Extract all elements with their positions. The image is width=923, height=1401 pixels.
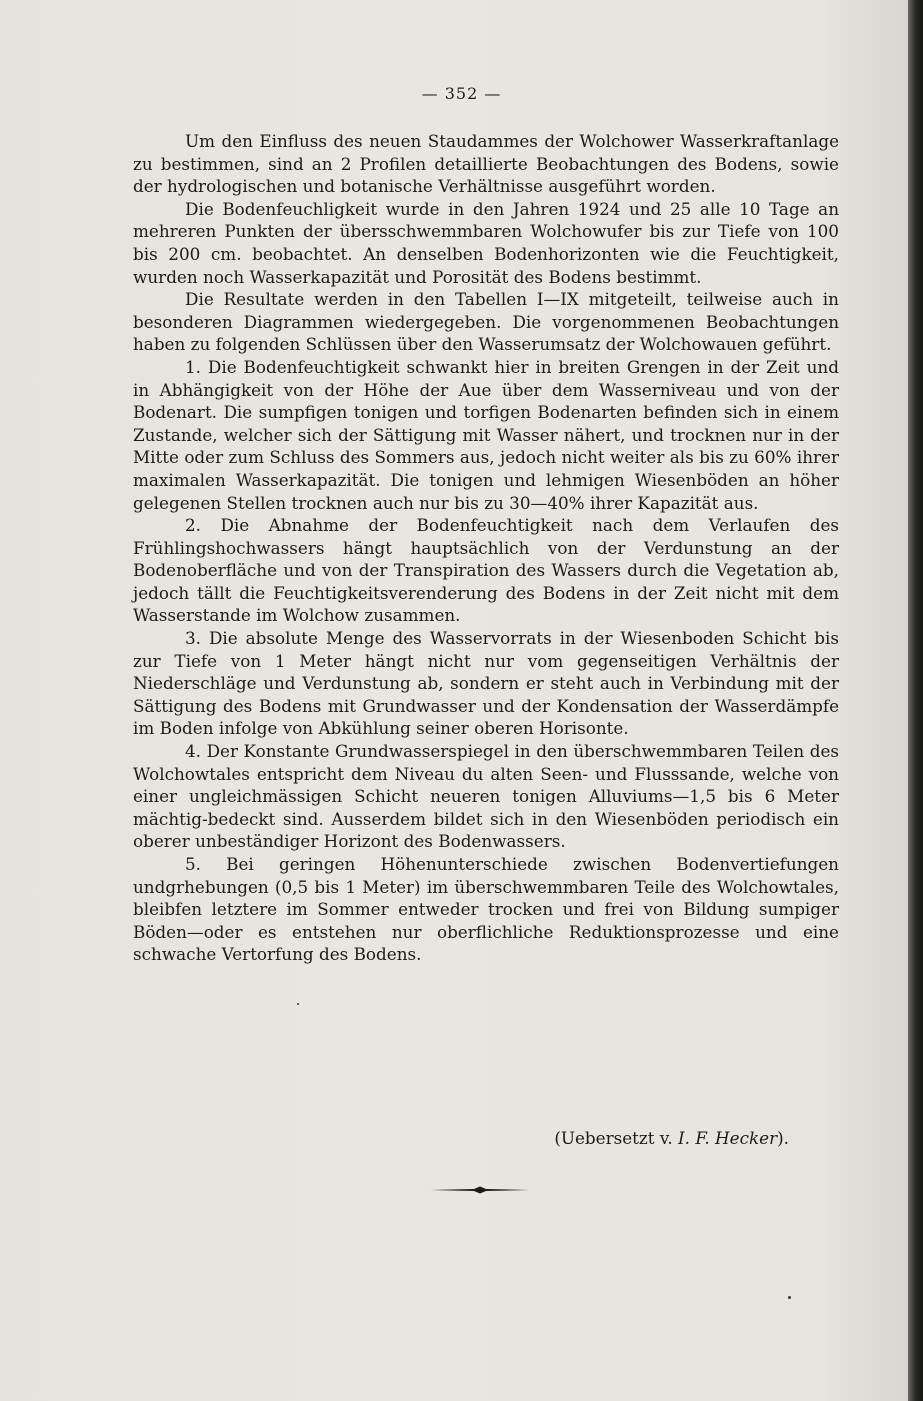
paragraph-moisture: Die Bodenfeuchligkeit wurde in den Jahren 1924 und 25 alle 10 Tage an mehreren Punkten der übersschwemmbaren Wolchowufer bis zur Tiefe von 100 bis 200 cm. beobachtet. An denselben Bodenhorizonten wie die Feuchtigkeit, wurden noch Wasserkapazität und Porosität des Bodens bestimmt.: [133, 198, 839, 287]
translator-suffix: ).: [777, 1128, 789, 1148]
conclusion-1: 1. Die Bodenfeuchtigkeit schwankt hier in breiten Grengen in der Zeit und in Abhängigkeit von der Höhe der Aue über dem Wasserniveau und von der Bodenart. Die sumpfigen tonigen und torfigen Bodenarten befinden sich in einem Zustande, welcher sich der Sättigung mit Wasser nähert, und trocknen nur in der Mitte oder zum Schluss des Sommers aus, jedoch nicht weiter als bis zu 60% ihrer maximalen Wasserkapazität. Die tonigen und lehmigen Wiesenböden an höher gelegenen Stellen trocknen auch nur bis zu 30—40% ihrer Kapazität aus.: [133, 356, 839, 513]
book-binding-edge: [908, 0, 923, 1401]
paragraph-intro: Um den Einfluss des neuen Staudammes der Wolchower Wasserkraftanlage zu bestimmen, sind an 2 Profilen detaillierte Beobachtungen des Bodens, sowie der hydrologischen und botanische Verhältnisse ausgeführt worden.: [133, 131, 839, 197]
conclusion-2: 2. Die Abnahme der Bodenfeuchtigkeit nach dem Verlaufen des Frühlingshochwassers hängt hauptsächlich von der Verdunstung an der Bodenoberfläche und von der Transpiration des Wassers durch die Vegetation ab, jedoch tällt die Feuchtigkeitsverenderung des Bodens in der Zeit nicht mit dem Wasserstande im Wolchow zusammen.: [133, 515, 839, 626]
paper-speck: [297, 1003, 299, 1005]
body-text: [133, 130, 839, 966]
paper-speck: [788, 1296, 791, 1299]
page-number: — 352 —: [421, 84, 502, 103]
paragraph-results: Die Resultate werden in den Tabellen I—IX mitgeteilt, teilweise auch in besonderen Diagrammen wiedergegeben. Die vorgenommenen Beobachtungen haben zu folgenden Schlüssen über den Wasserumsatz der Wolchowauen geführt.: [133, 289, 839, 355]
translator-prefix: (Uebersetzt v.: [554, 1128, 673, 1148]
conclusion-4: 4. Der Konstante Grundwasserspiegel in den überschwemmbaren Teilen des Wolchowtales entspricht dem Niveau du alten Seen- und Flusssande, welche von einer ungleichmässigen Schicht neueren tonigen Alluviums—1,5 bis 6 Meter mächtig-bedeckt sind. Ausserdem bildet sich in den Wiesenböden periodisch ein oberer unbeständiger Horizont des Bodenwassers.: [133, 741, 839, 852]
translator-credit: [133, 1128, 789, 1148]
conclusion-5: 5. Bei geringen Höhenunterschiede zwischen Bodenvertiefungen undgrhebungen (0,5 bis 1 Meter) im überschwemmbaren Teile des Wolchowtales, bleibfen letztere im Sommer entweder trocken und frei von Bildung sumpiger Böden—oder es entstehen nur oberflichliche Reduktionsprozesse und eine schwache Vertorfung des Bodens.: [133, 854, 839, 965]
conclusion-3: 3. Die absolute Menge des Wasservorrats in der Wiesenboden Schicht bis zur Tiefe von 1 Meter hängt nicht nur vom gegenseitigen Verhältnis der Niederschläge und Verdunstung ab, sondern er steht auch in Verbindung mit der Sättigung des Bodens mit Grundwasser und der Kondensation der Wasserdämpfe im Boden infolge von Abkühlung seiner oberen Horisonte.: [133, 628, 839, 739]
end-ornament-divider: [430, 1186, 530, 1194]
translator-name: I. F. Hecker: [678, 1128, 778, 1148]
